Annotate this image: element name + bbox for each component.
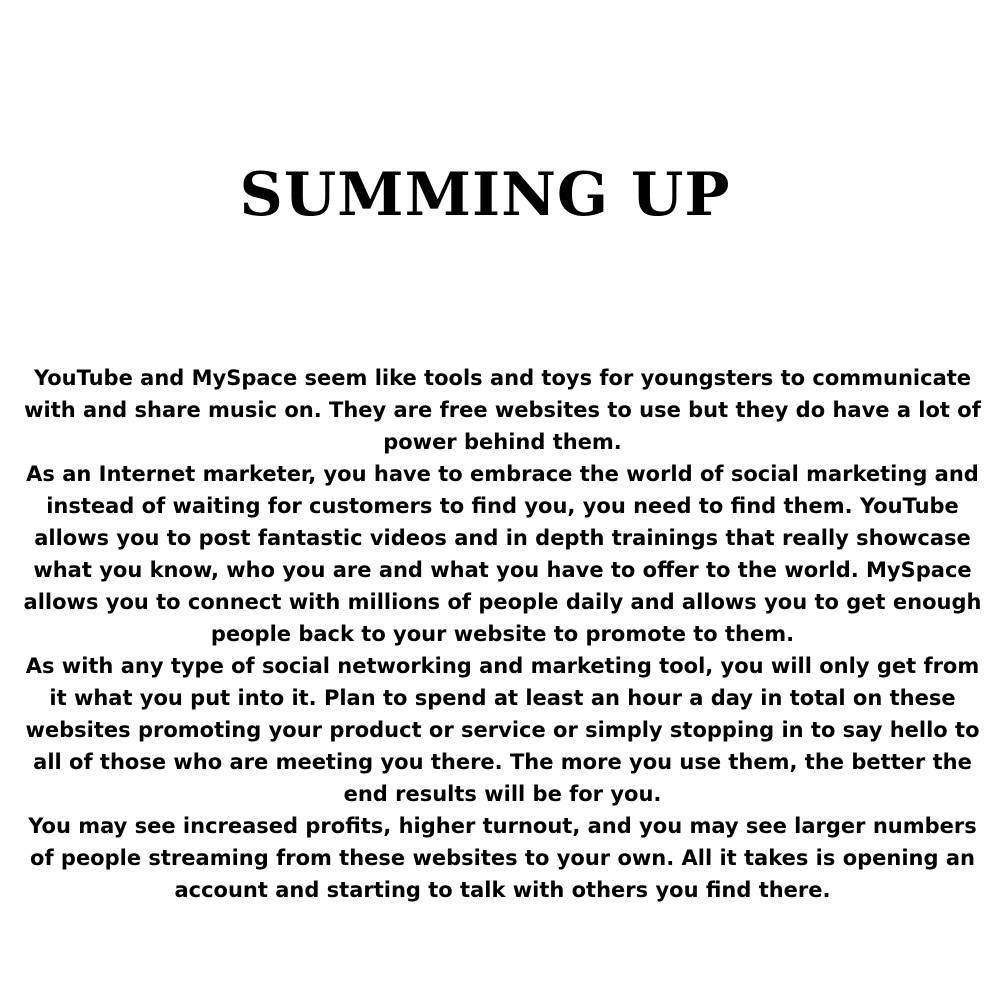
paragraph-3: As with any type of social networking and marketing tool, you will only get from it what you put into it. Plan to spend at least an hour a day in total on these websites promoting your product or service or simply stopping in to say hello to all of those who are meeting you there. The more you use them, the better the end results will be for you. — [25, 654, 980, 806]
paragraph-2: As an Internet marketer, you have to embrace the world of social marketing and instead of waiting for customers to find you, you need to find them. YouTube allows you to post fantastic videos and in depth trainings that really showcase what you know, who you are and what you have to offer to the world. MySpace allows you to connect with millions of people daily and allows you to get enough people back to your website to promote to them. — [23, 462, 982, 646]
paragraph-1: YouTube and MySpace seem like tools and toys for youngsters to communicate with and share music on. They are free websites to use but they do have a lot of power behind them. — [24, 366, 981, 454]
body-text — [20, 362, 985, 906]
page-title: SUMMING UP — [239, 160, 731, 230]
paragraph-4: You may see increased profits, higher turnout, and you may see larger numbers of people streaming from these websites to your own. All it takes is opening an account and starting to talk with others you find there. — [28, 814, 977, 902]
